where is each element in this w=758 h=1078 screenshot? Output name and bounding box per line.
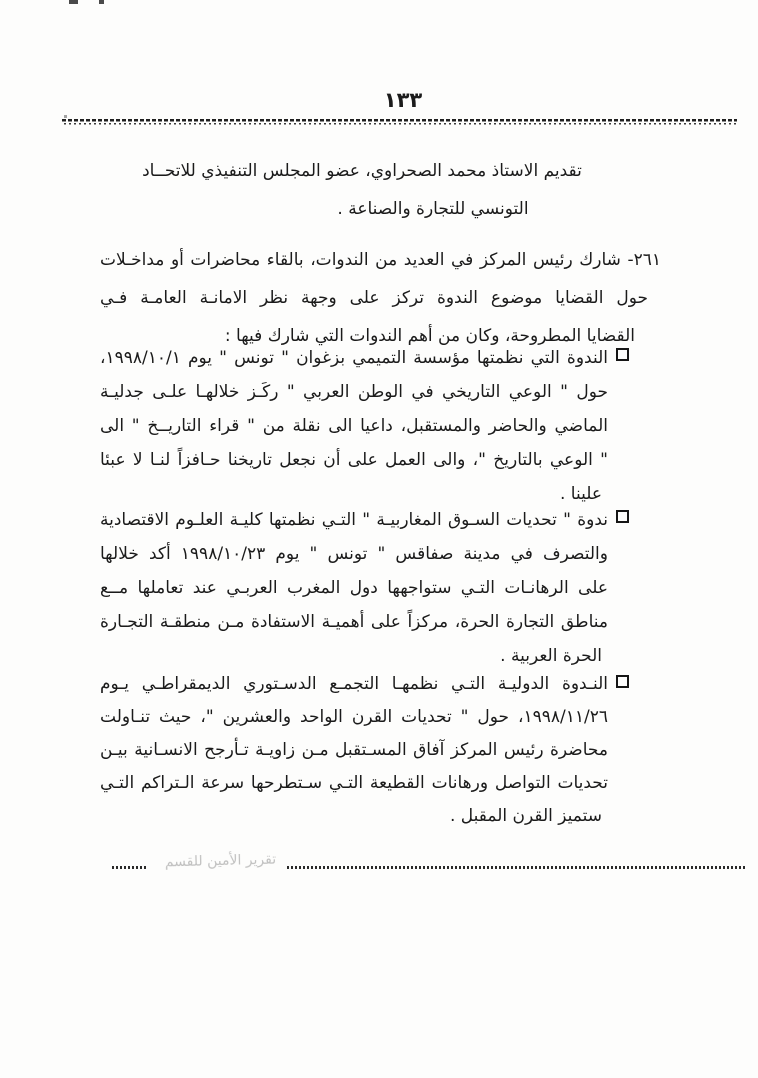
paragraph-261 bbox=[100, 241, 661, 355]
seminar-bullet-rcd-international bbox=[100, 668, 608, 833]
seminar-bullet-maghreb-market bbox=[100, 503, 608, 673]
intro-line: تقديم الاستاذ محمد الصحراوي، عضو المجلس التنفيذي للاتحــاد bbox=[142, 161, 582, 181]
bullet-text-line: " الوعي بالتاريخ "، والى العمل على أن نجعل تاريخنا حـافزاً لنـا لا عبئا bbox=[100, 450, 608, 470]
bullet-text-line: الحرة العربية . bbox=[500, 646, 602, 666]
bullet-text-line: مناطق التجارة الحرة، مركزاً على أهميـة الاستفادة مـن منطقـة التجـارة bbox=[100, 612, 608, 632]
header-dotted-divider bbox=[62, 119, 737, 125]
paragraph-261-line: حول القضايا موضوع الندوة تركز على وجهة نظر الامانـة العامـة فـي bbox=[100, 288, 648, 308]
bullet-text-line: النـدوة الدوليـة التـي نظمهـا التجمـع الدسـتوري الديمقراطـي يـوم bbox=[100, 674, 608, 694]
seminar-bullet-temimi bbox=[100, 341, 608, 511]
bullet-text-line: على الرهانـات التـي ستواجهها دول المغرب العربـي عند تعاملها مــع bbox=[100, 578, 608, 598]
footer-dotted-divider-left bbox=[112, 866, 146, 869]
footer-dotted-divider-right bbox=[287, 866, 745, 869]
bullet-text-line: ستميز القرن المقبل . bbox=[449, 806, 602, 826]
bullet-text-line: الندوة التي نظمتها مؤسسة التميمي بزغوان " تونس " يوم ١٩٩٨/١٠/١، bbox=[100, 348, 608, 368]
bullet-text-line: ١٩٩٨/١١/٢٦، حول " تحديات القرن الواحد والعشرين "، حيث تنـاولت bbox=[100, 707, 608, 727]
scan-artifact bbox=[69, 0, 78, 4]
bullet-text-line: تحديات التواصل ورهانات القطيعة التـي سـتطرحها سرعة الـتراكم التـي bbox=[100, 773, 608, 793]
intro-paragraph bbox=[104, 152, 620, 228]
bullet-text-line: والتصرف في مدينة صفاقس " تونس " يوم ١٩٩٨/١٠/٢٣ أكد خلالها bbox=[100, 544, 608, 564]
bullet-text-line: محاضرة رئيس المركز آفاق المسـتقبل مـن زاويـة تـأرجح الانسـانية بيـن bbox=[100, 740, 608, 760]
scan-artifact bbox=[64, 115, 67, 118]
square-bullet-icon bbox=[616, 675, 629, 688]
scan-artifact bbox=[99, 0, 104, 4]
intro-line: التونسي للتجارة والصناعة . bbox=[337, 199, 529, 219]
bullet-text-line: علينا . bbox=[559, 484, 602, 504]
page-number: ١٣٣ bbox=[383, 88, 423, 112]
paragraph-261-line: القضايا المطروحة، وكان من أهم الندوات التي شارك فيها : bbox=[224, 326, 635, 346]
bullet-text-line: حول " الوعي التاريخي في الوطن العربي " ركَـز خلالهـا علـى جدليـة bbox=[100, 382, 608, 402]
square-bullet-icon bbox=[616, 510, 629, 523]
bullet-text-line: ندوة " تحديات السـوق المغاربيـة " التـي نظمتها كليـة العلـوم الاقتصادية bbox=[100, 510, 608, 530]
paragraph-261-line: ٢٦١- شارك رئيس المركز في العديد من الندوات، بالقاء محاضرات أو مداخـلات bbox=[100, 250, 661, 270]
footer-note: تقرير الأمين للقسم bbox=[164, 851, 277, 871]
bullet-text-line: الماضي والحاضر والمستقبل، داعيا الى نقلة من " قراء التاريــخ " الى bbox=[100, 416, 608, 436]
square-bullet-icon bbox=[616, 348, 629, 361]
